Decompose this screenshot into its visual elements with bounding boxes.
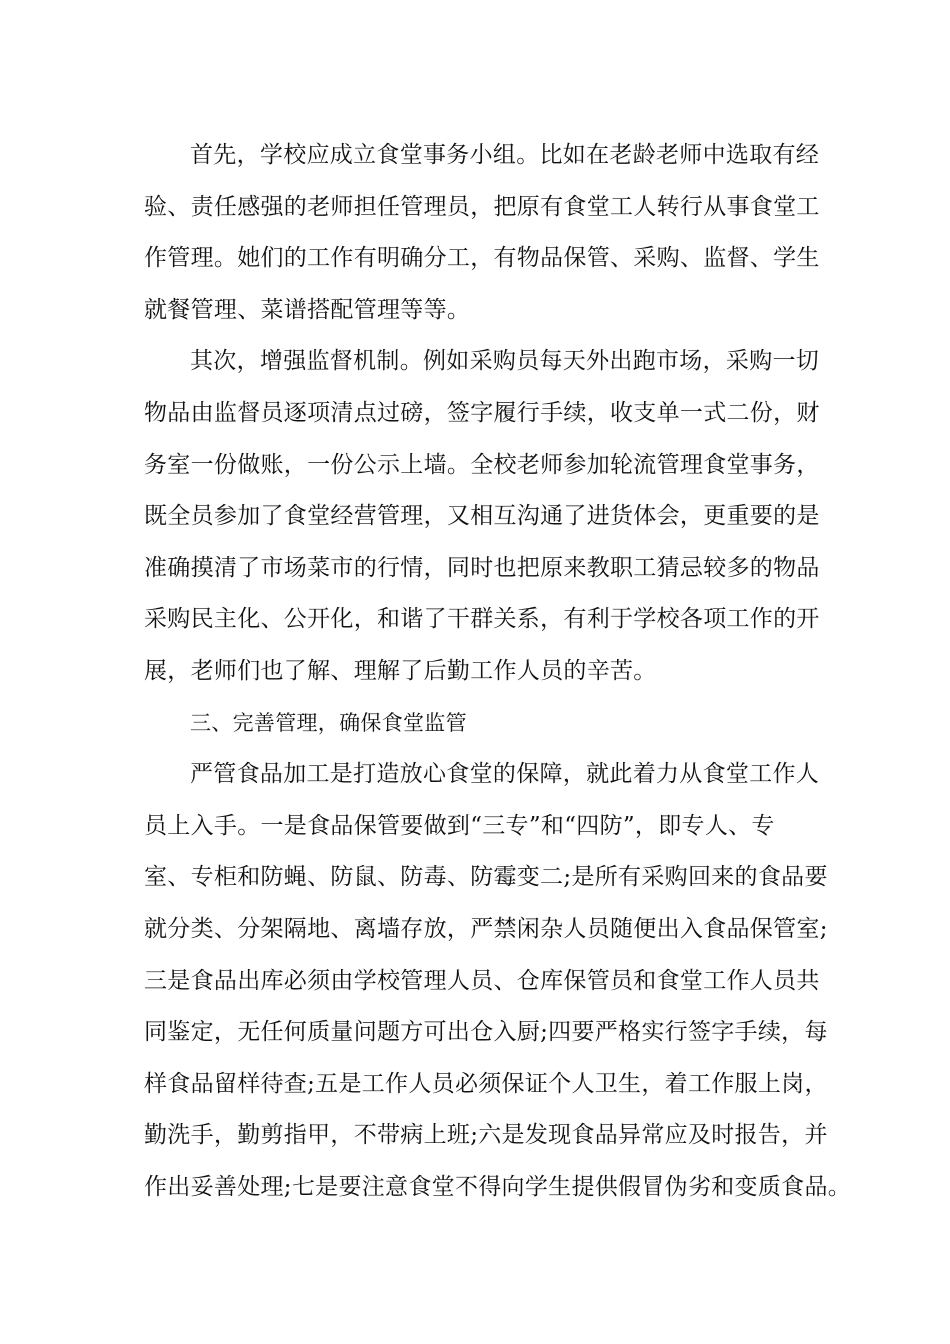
- text-line: 同鉴定，无任何质量问题方可出仓入厨;四要严格实行签字手续，每: [144, 1019, 828, 1046]
- text-line: 室、专柜和防蝇、防鼠、防毒、防霉变二;是所有采购回来的食品要: [144, 864, 828, 891]
- paragraph-food-safety: [144, 749, 852, 1213]
- text-line: 严管食品加工是打造放心食堂的保障，就此着力从食堂工作人: [190, 761, 820, 788]
- text-line: 其次，增强监督机制。例如采购员每天外出跑市场，采购一切: [190, 348, 820, 375]
- text-line: 务室一份做账，一份公示上墙。全校老师参加轮流管理食堂事务，: [144, 451, 820, 478]
- section-heading: 三、完善管理，确保食堂监管: [190, 710, 467, 735]
- text-line: 作出妥善处理;七是要注意食堂不得向学生提供假冒伪劣和变质食品。: [144, 1173, 852, 1200]
- document-body: [144, 130, 852, 1213]
- text-line: 采购民主化、公开化，和谐了干群关系，有利于学校各项工作的开: [144, 606, 820, 633]
- text-line: 员上入手。一是食品保管要做到“三专”和“四防”，即专人、专: [144, 812, 775, 839]
- text-line: 就餐管理、菜谱搭配管理等等。: [144, 296, 471, 323]
- text-line: 就分类、分架隔地、离墙存放，严禁闲杂人员随便出入食品保管室;: [144, 915, 828, 942]
- paragraph-canteen-group: [144, 130, 824, 336]
- text-line: 三是食品出库必须由学校管理人员、仓库保管员和食堂工作人员共: [144, 967, 820, 994]
- text-line: 准确摸清了市场菜市的行情，同时也把原来教职工猜忌较多的物品: [144, 554, 820, 581]
- text-line: 物品由监督员逐项清点过磅，签字履行手续，收支单一式二份，财: [144, 399, 820, 426]
- text-line: 展，老师们也了解、理解了后勤工作人员的辛苦。: [144, 657, 657, 684]
- text-line: 样食品留样待查;五是工作人员必须保证个人卫生，着工作服上岗，: [144, 1070, 828, 1097]
- text-line: 既全员参加了食堂经营管理，又相互沟通了进货体会，更重要的是: [144, 503, 820, 530]
- text-line: 验、责任感强的老师担任管理员，把原有食堂工人转行从事食堂工: [144, 193, 820, 220]
- text-line: 勤洗手，勤剪指甲，不带病上班;六是发现食品异常应及时报告，并: [144, 1122, 828, 1149]
- text-line: 首先，学校应成立食堂事务小组。比如在老龄老师中选取有经: [190, 142, 820, 168]
- text-line: 作管理。她们的工作有明确分工，有物品保管、采购、监督、学生: [144, 245, 820, 272]
- paragraph-supervision: [144, 336, 824, 697]
